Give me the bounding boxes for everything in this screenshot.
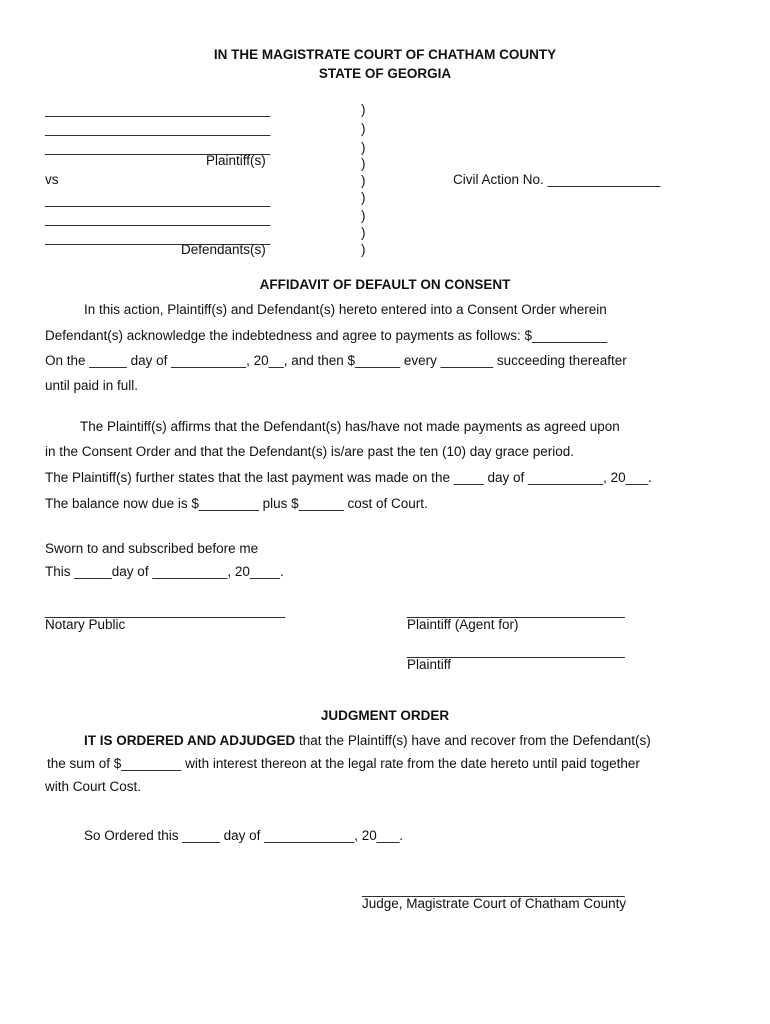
affidavit-title: AFFIDAVIT OF DEFAULT ON CONSENT xyxy=(259,277,511,292)
caption-paren: ) xyxy=(361,173,366,188)
caption-paren: ) xyxy=(361,242,366,257)
plaintiff-label: Plaintiff(s) xyxy=(206,153,266,168)
affidavit-paragraph-1-line-3: On the _____ day of __________, 20__, and then $______ every _______ succeeding thereafter xyxy=(45,353,627,368)
affidavit-paragraph-2-line-1: The Plaintiff(s) affirms that the Defendant(s) has/have not made payments as agreed upon xyxy=(80,419,620,434)
caption-paren: ) xyxy=(361,225,366,240)
caption-paren: ) xyxy=(361,208,366,223)
plaintiff-name-line-3: ______________________________ xyxy=(45,140,271,155)
plaintiff-agent-label: Plaintiff (Agent for) xyxy=(407,617,519,632)
judgment-line-1 xyxy=(84,733,651,749)
caption-paren: ) xyxy=(361,156,366,171)
plaintiff-signature-line: _____________________________ xyxy=(407,643,625,658)
notary-label: Notary Public xyxy=(45,617,126,632)
judgment-line-3: with Court Cost. xyxy=(45,779,142,794)
vs-label: vs xyxy=(45,172,59,187)
plaintiff-name-line-1: ______________________________ xyxy=(45,102,271,117)
judge-signature-line: ___________________________________ xyxy=(362,882,625,897)
caption-paren: ) xyxy=(361,140,366,155)
judgment-line-2: the sum of $________ with interest thereon at the legal rate from the date hereto until paid together xyxy=(47,756,640,771)
judge-label: Judge, Magistrate Court of Chatham County xyxy=(362,896,627,911)
civil-action-number: Civil Action No. _______________ xyxy=(453,172,661,187)
ordered-adjudged-phrase: IT IS ORDERED AND ADJUDGED xyxy=(84,733,296,748)
so-ordered-line: So Ordered this _____ day of ____________, 20___. xyxy=(84,828,404,843)
caption-paren: ) xyxy=(361,121,366,136)
sworn-line-2: This _____day of __________, 20____. xyxy=(45,564,284,579)
affidavit-paragraph-1-line-2: Defendant(s) acknowledge the indebtedness and agree to payments as follows: $__________ xyxy=(45,328,608,343)
plaintiff-name-line-2: ______________________________ xyxy=(45,121,271,136)
sworn-line-1: Sworn to and subscribed before me xyxy=(45,541,259,556)
state-heading: STATE OF GEORGIA xyxy=(318,66,452,81)
affidavit-paragraph-1-line-4: until paid in full. xyxy=(45,378,139,393)
judgment-line-1-rest: that the Plaintiff(s) have and recover from the Defendant(s) xyxy=(295,733,651,748)
affidavit-paragraph-2-line-3: The Plaintiff(s) further states that the last payment was made on the ____ day of __________, 20___. xyxy=(45,470,652,485)
notary-signature-line: ________________________________ xyxy=(45,603,286,618)
caption-paren: ) xyxy=(361,190,366,205)
affidavit-paragraph-2-line-4: The balance now due is $________ plus $______ cost of Court. xyxy=(45,496,428,511)
affidavit-paragraph-2-line-2: in the Consent Order and that the Defendant(s) is/are past the ten (10) day grace period. xyxy=(45,444,575,459)
affidavit-paragraph-1-line-1: In this action, Plaintiff(s) and Defendant(s) hereto entered into a Consent Order wherein xyxy=(84,302,607,317)
plaintiff-signature-label: Plaintiff xyxy=(407,657,452,672)
defendant-name-line-3: ______________________________ xyxy=(45,230,271,245)
court-heading: IN THE MAGISTRATE COURT OF CHATHAM COUNTY xyxy=(213,47,557,62)
caption-paren: ) xyxy=(361,102,366,117)
defendant-label: Defendants(s) xyxy=(181,242,266,257)
defendant-name-line-2: ______________________________ xyxy=(45,211,271,226)
defendant-name-line-1: ______________________________ xyxy=(45,192,271,207)
plaintiff-agent-signature-line: _____________________________ xyxy=(407,603,625,618)
judgment-title: JUDGMENT ORDER xyxy=(320,708,450,723)
